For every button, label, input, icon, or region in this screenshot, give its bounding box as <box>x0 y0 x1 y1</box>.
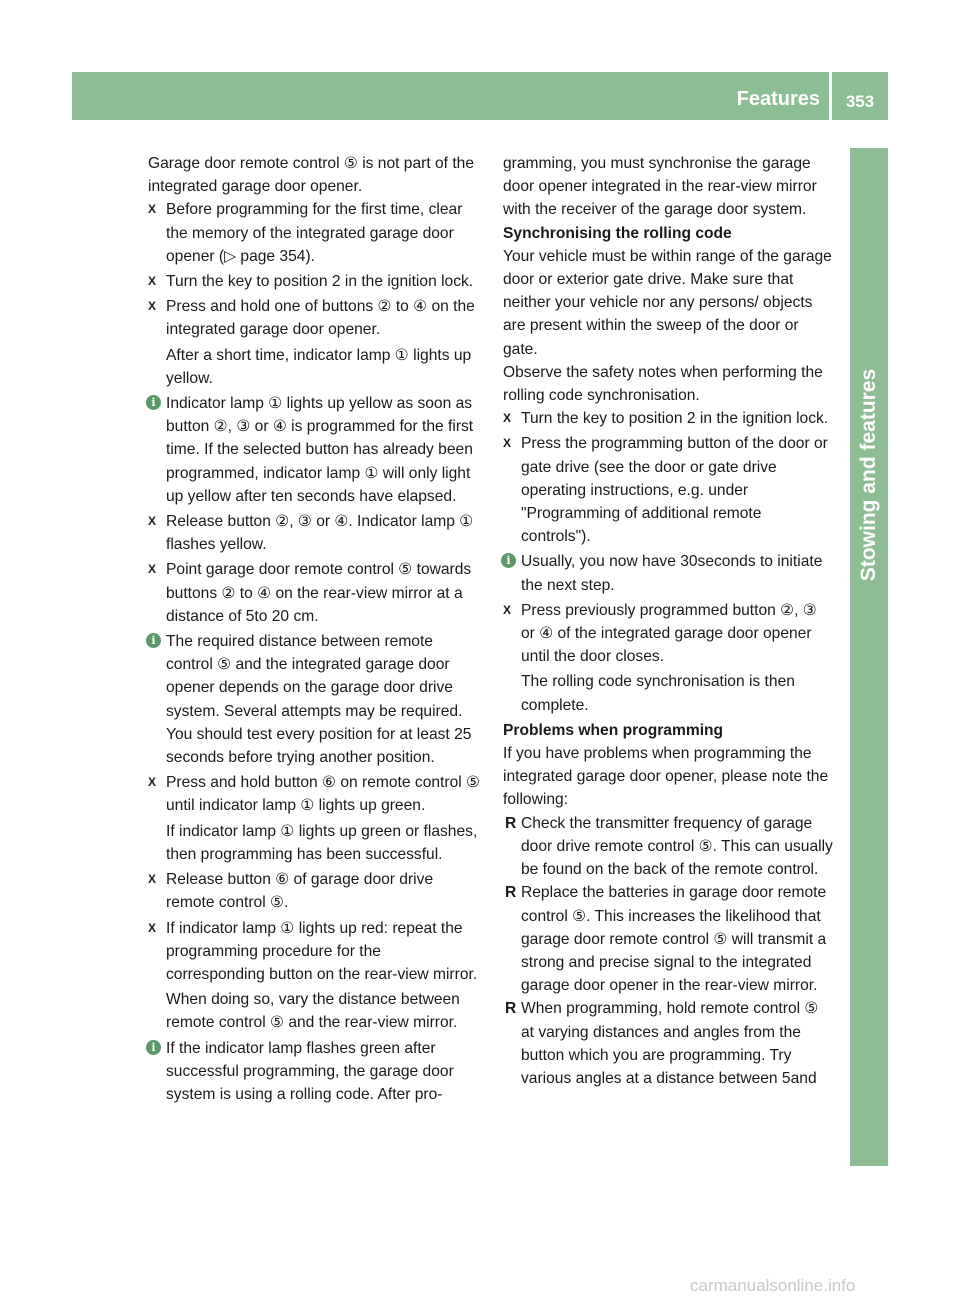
chapter-marker <box>850 1128 888 1166</box>
step-marker-icon: X <box>148 202 157 217</box>
instruction-step <box>503 599 834 669</box>
header-separator <box>829 72 832 120</box>
instruction-step <box>148 295 480 341</box>
problems-bullet-list <box>503 812 834 1090</box>
step-marker-icon: X <box>503 411 512 426</box>
instruction-step <box>148 771 480 817</box>
problem-bullet <box>503 881 834 997</box>
instruction-step <box>148 270 480 293</box>
step-marker-icon: X <box>503 436 512 451</box>
info-icon: i <box>146 1040 161 1055</box>
step-text: If indicator lamp ① lights up red: repeat the programming procedure for the corresponding button on the rear-view mirror. <box>166 919 478 983</box>
instruction-step <box>148 558 480 628</box>
chapter-tab-label: Stowing and features <box>857 368 880 582</box>
step-marker-icon: X <box>148 299 157 314</box>
bullet-text: When programming, hold remote control ⑤ at varying distances and angles from the button which you are programming. Try various angles at a distance between 5and <box>521 1000 819 1087</box>
bullet-marker-icon: R <box>505 814 517 832</box>
instruction-step <box>148 917 480 987</box>
problems-heading: Problems when programming <box>503 721 724 739</box>
continuation-text: When doing so, vary the distance between remote control ⑤ and the rear-view mirror. <box>166 991 460 1032</box>
info-note <box>148 1037 480 1107</box>
step-marker-icon: X <box>148 920 157 935</box>
problem-bullet <box>503 997 834 1090</box>
info-icon: i <box>501 553 516 568</box>
step-text: Press and hold button ⑥ on remote control ⑤ until indicator lamp ① lights up green. <box>166 774 481 815</box>
sync-step-list <box>503 407 834 717</box>
step-text: Turn the key to position 2 in the ignition lock. <box>166 273 474 291</box>
step-text: Before programming for the first time, clear the memory of the integrated garage door opener (▷ page 354). <box>166 201 463 265</box>
continuation-text: If indicator lamp ① lights up green or flashes, then programming has been successful. <box>166 822 478 863</box>
step-text: Turn the key to position 2 in the ignition lock. <box>521 410 829 428</box>
chapter-tab <box>850 148 888 1128</box>
step-marker-icon: X <box>148 274 157 289</box>
step-continuation <box>148 988 480 1034</box>
bullet-text: Check the transmitter frequency of garage door drive remote control ⑤. This can usually be found on the back of the remote control. <box>521 814 833 879</box>
info-text: The required distance between remote control ⑤ and the integrated garage door opener depends on the garage door drive system. Several attempts may be required. You should test every position for at least 25 seconds before trying another position. <box>166 633 472 767</box>
info-icon: i <box>146 395 161 410</box>
step-text: Release button ⑥ of garage door drive remote control ⑤. <box>166 871 434 912</box>
info-text: Usually, you now have 30seconds to initiate the next step. <box>521 553 823 594</box>
info-text: Indicator lamp ① lights up yellow as soon as button ②, ③ or ④ is programmed for the first time. If the selected button has already been programmed, indicator lamp ① will only light up yellow after ten seconds have elapsed. <box>166 395 474 505</box>
bullet-marker-icon: R <box>505 1000 517 1018</box>
instruction-step <box>503 407 834 430</box>
instruction-step <box>148 198 480 268</box>
sync-paragraph-1: Your vehicle must be within range of the garage door or exterior gate drive. Make sure that neither your vehicle nor any persons/ objects are present within the sweep of the door or gate. <box>503 247 832 358</box>
step-text: Release button ②, ③ or ④. Indicator lamp ① flashes yellow. <box>166 513 474 554</box>
info-note <box>503 550 834 596</box>
continuation-text: The rolling code synchronisation is then complete. <box>521 673 795 714</box>
problems-paragraph: If you have problems when programming the integrated garage door opener, please note the following: <box>503 745 829 809</box>
section-title: Features <box>736 88 820 110</box>
left-column <box>148 152 480 1108</box>
left-step-list <box>148 198 480 1106</box>
watermark: carmanualsonline.info <box>690 1276 856 1295</box>
step-marker-icon: X <box>148 562 157 577</box>
step-marker-icon: X <box>148 514 157 529</box>
info-note <box>148 630 480 769</box>
info-note <box>148 392 480 508</box>
info-text: If the indicator lamp flashes green after successful programming, the garage door system is using a rolling code. After pro- <box>166 1039 454 1103</box>
page-number: 353 <box>845 92 875 111</box>
instruction-step <box>148 868 480 914</box>
step-continuation <box>503 670 834 716</box>
right-column <box>503 152 834 1090</box>
step-text: Press previously programmed button ②, ③ or ④ of the integrated garage door opener until the door closes. <box>521 601 817 666</box>
instruction-step <box>503 432 834 548</box>
step-text: Press the programming button of the door or gate drive (see the door or gate drive operating instructions, e.g. under "Programming of additional remote controls"). <box>521 435 828 546</box>
step-text: Press and hold one of buttons ② to ④ on the integrated garage door opener. <box>166 298 475 339</box>
sync-paragraph-2: Observe the safety notes when performing the rolling code synchronisation. <box>503 363 823 405</box>
continuation-paragraph: gramming, you must synchronise the garage door opener integrated in the rear-view mirror with the receiver of the garage door system. <box>503 155 817 219</box>
step-continuation <box>148 344 480 390</box>
step-text: Point garage door remote control ⑤ towards buttons ② to ④ on the rear-view mirror at a distance of 5to 20 cm. <box>166 561 472 625</box>
step-marker-icon: X <box>148 872 157 887</box>
sync-heading: Synchronising the rolling code <box>503 224 732 242</box>
step-marker-icon: X <box>503 602 512 617</box>
step-continuation <box>148 820 480 866</box>
continuation-text: After a short time, indicator lamp ① lights up yellow. <box>166 346 472 387</box>
step-marker-icon: X <box>148 775 157 790</box>
bullet-marker-icon: R <box>505 884 517 902</box>
intro-paragraph: Garage door remote control ⑤ is not part of the integrated garage door opener. <box>148 155 475 196</box>
info-icon: i <box>146 633 161 648</box>
bullet-text: Replace the batteries in garage door remote control ⑤. This increases the likelihood that garage door remote control ⑤ will transmit a strong and precise signal to the integrated garage door opener in the rear-view mirror. <box>521 884 827 995</box>
problem-bullet <box>503 812 834 882</box>
instruction-step <box>148 510 480 556</box>
